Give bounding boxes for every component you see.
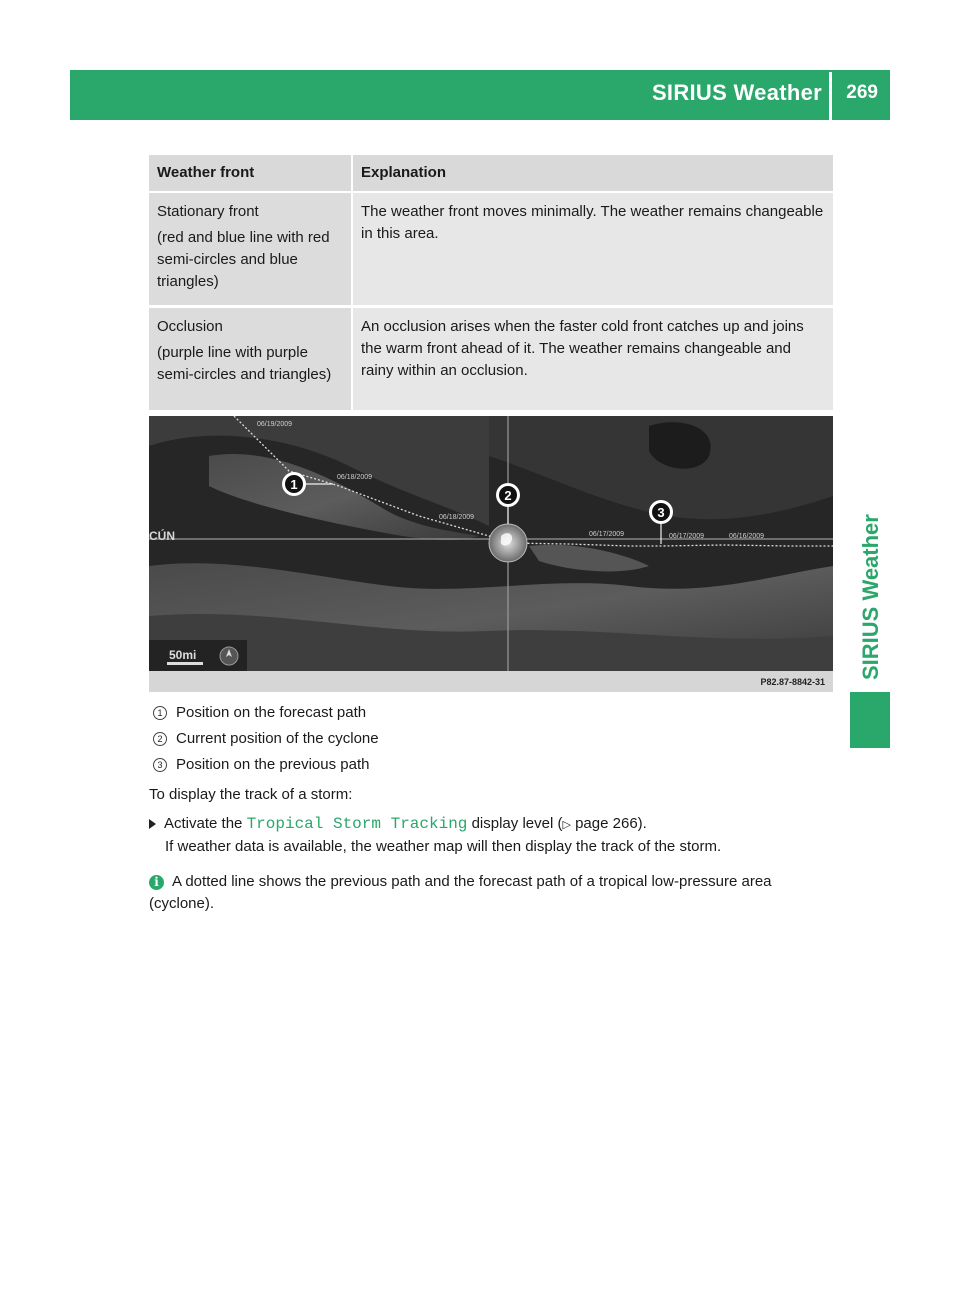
side-tab-block [850,692,890,748]
table-row [149,307,833,412]
step-result: If weather data is available, the weather map will then display the track of the storm. [165,838,722,855]
header-divider [829,72,832,120]
front-name: Stationary front [157,203,259,220]
display-level-name: Tropical Storm Tracking [246,815,468,833]
svg-text:3: 3 [657,505,665,520]
table-header-front: Weather front [149,155,352,192]
page-ref-arrow-icon: ▷ [562,819,571,831]
page-number: 269 [846,82,878,103]
legend-number: 2 [153,732,167,746]
svg-text:2: 2 [504,488,512,503]
map-date-label: 06/18/2009 [337,474,373,481]
svg-text:50mi: 50mi [169,648,197,662]
list-item [153,752,379,778]
map-graphic [149,416,833,692]
instruction-step [149,813,839,836]
info-note-text: A dotted line shows the previous path and the forecast path of a tropical low-pressure area (cyclone). [149,873,772,912]
legend-text: Position on the previous path [176,756,370,773]
legend-text: Current position of the cyclone [176,730,379,747]
weather-front-table [149,155,833,413]
legend-text: Position on the forecast path [176,704,367,721]
page-header [70,70,890,120]
front-detail: (red and blue line with red semi-circles and blue triangles) [157,229,330,290]
front-name: Occlusion [157,318,223,335]
map-date-label: 06/17/2009 [589,531,625,538]
map-scale [149,640,247,672]
arrow-bullet-icon [149,819,156,829]
map-date-label: 06/16/2009 [729,533,765,540]
info-icon: i [149,875,164,890]
legend-number: 1 [153,706,167,720]
instructions-intro: To display the track of a storm: [149,786,353,803]
legend-number: 3 [153,758,167,772]
svg-text:1: 1 [290,477,298,492]
info-note [149,871,829,915]
section-title: SIRIUS Weather [651,80,822,105]
front-explanation: The weather front moves minimally. The weather remains changeable in this area. [361,203,824,242]
side-tab-label: SIRIUS Weather [858,514,883,680]
map-date-label: 06/19/2009 [257,421,293,428]
storm-tracking-map [149,416,833,692]
list-item [153,700,379,726]
list-item [153,726,379,752]
front-explanation: An occlusion arises when the faster cold front catches up and joins the warm front ahead of it. The weather remains changeable and rainy within an occlusion. [361,318,804,379]
table-row [149,192,833,307]
front-detail: (purple line with purple semi-circles and triangles) [157,344,332,383]
page-reference[interactable]: page 266 [575,815,638,832]
map-date-label: 06/17/2009 [669,533,705,540]
table-header-explanation: Explanation [352,155,833,192]
step-suffix-end: ). [637,815,647,832]
image-code: P82.87-8842-31 [760,677,825,687]
map-legend [153,700,379,778]
map-date-label: 06/18/2009 [439,514,475,521]
step-suffix: display level ( [471,815,563,832]
map-place-label: CÚN [149,529,175,543]
step-prefix: Activate the [164,815,243,832]
